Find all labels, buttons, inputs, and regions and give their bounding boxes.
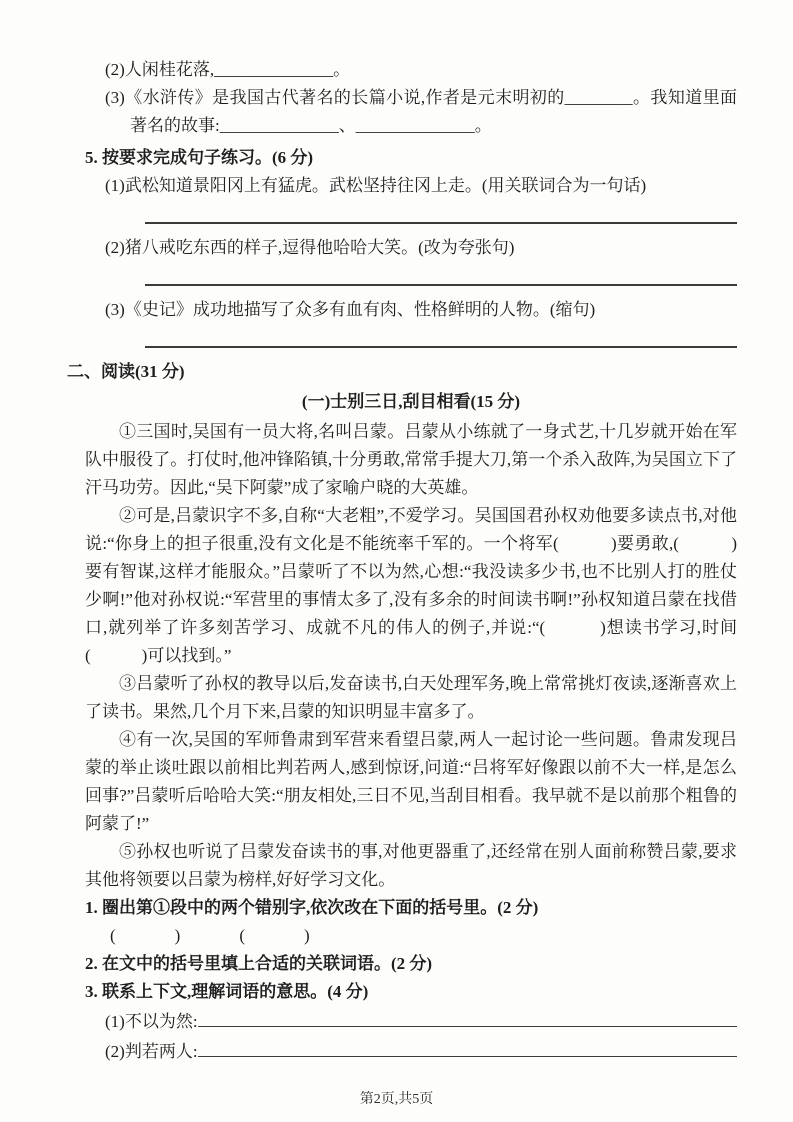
reading-q1-brackets: ( ) ( ) [110,926,312,945]
page-footer: 第2页,共5页 [359,1092,434,1107]
reading-q2: 2. 在文中的括号里填上合适的关联词语。(2 分) [85,954,433,973]
reading-section-heading: 二、阅读(31 分) [67,362,185,381]
q3-item-2-label: (2)判若两人: [105,1042,198,1061]
passage-paragraph-1: ①三国时,吴国有一员大将,名叫吕蒙。吕蒙从小练就了一身式艺,十几岁就开始在军队中服役了。打仗时,他冲锋陷镇,十分勇敢,常常手提大刀,第一个杀入敌阵,为吴国立下了汗马功劳。因此,“吴下阿蒙”成了家喻户晓的大英雄。 [85,422,737,497]
q5-heading: 5. 按要求完成句子练习。(6 分) [85,148,314,167]
q5-item-3: (3)《史记》成功地描写了众多有血有肉、性格鲜明的人物。(缩句) [105,300,596,319]
answer-fill-line [198,1036,737,1057]
passage-title: (一)士别三日,刮目相看(15 分) [301,392,521,411]
q4-item-2: (2)人闲桂花落,______________。 [105,60,351,79]
q4-item-3: (3)《水浒传》是我国古代著名的长篇小说,作者是元末明初的________。我知道里面著名的故事:______________、______________。 [105,88,737,135]
passage-paragraph-2: ②可是,吕蒙识字不多,自称“大老粗”,不爱学习。吴国国君孙权劝他要多读点书,对他说:“你身上的担子很重,没有文化是不能统率千军的。一个将军( )要勇敢,( )要有智谋,这样才能服众。”吕蒙听了不以为然,心想:“我没读多少书,也不比别人打的胜仗少啊!”他对孙权说:“军营里的事情太多了,没有多余的时间读书啊!”孙权知道吕蒙在找借口,就列举了许多刻苦学习、成就不凡的伟人的例子,并说:“( )想读书学习,时间( )可以找到。” [85,506,737,665]
passage-paragraph-4: ④有一次,吴国的军师鲁肃到军营来看望吕蒙,两人一起讨论一些问题。鲁肃发现吕蒙的举止谈吐跟以前相比判若两人,感到惊讶,问道:“吕将军好像跟以前不大一样,是怎么回事?”吕蒙听后哈哈大笑:“朋友相处,三日不见,当刮目相看。我早就不是以前那个粗鲁的阿蒙了!” [85,730,737,833]
passage-paragraph-5: ⑤孙权也听说了吕蒙发奋读书的事,对他更器重了,还经常在别人面前称赞吕蒙,要求其他将领要以吕蒙为榜样,好好学习文化。 [85,842,737,889]
q5-item-2: (2)猪八戒吃东西的样子,逗得他哈哈大笑。(改为夸张句) [105,238,515,257]
answer-fill-line [198,1006,737,1027]
q5-item-1: (1)武松知道景阳冈上有猛虎。武松坚持往冈上走。(用关联词合为一句话) [105,176,647,195]
reading-q3-item-2 [105,1036,737,1066]
answer-blank-line [145,324,737,348]
reading-q3-item-1 [105,1006,737,1036]
reading-q3: 3. 联系上下文,理解词语的意思。(4 分) [85,982,369,1001]
q3-item-1-label: (1)不以为然: [105,1012,198,1031]
answer-blank-line [145,262,737,286]
reading-q1: 1. 圈出第①段中的两个错别字,依次改在下面的括号里。(2 分) [85,898,539,917]
answer-blank-line [145,200,737,224]
passage-paragraph-3: ③吕蒙听了孙权的教导以后,发奋读书,白天处理军务,晚上常常挑灯夜读,逐渐喜欢上了读书。果然,几个月下来,吕蒙的知识明显丰富多了。 [85,674,737,721]
